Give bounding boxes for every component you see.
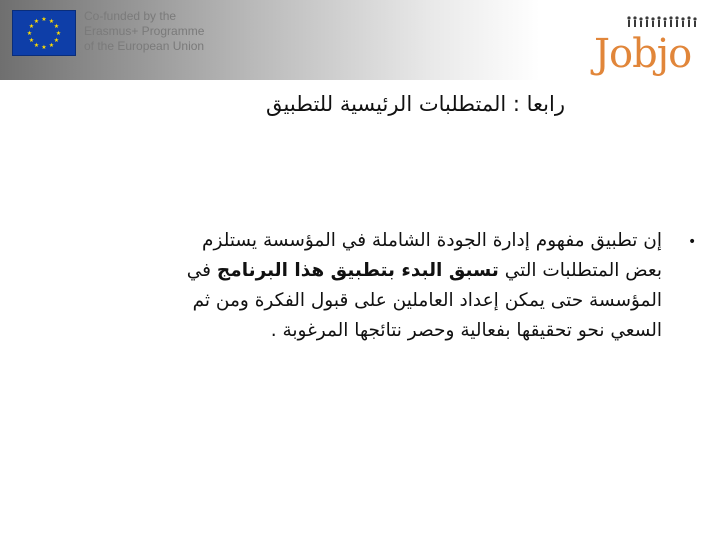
slide-body xyxy=(62,226,662,346)
svg-text:★: ★ xyxy=(53,23,60,30)
body-text: في xyxy=(186,260,217,281)
eu-text-line: Erasmus+ Programme xyxy=(84,24,205,38)
svg-text:★: ★ xyxy=(33,42,40,49)
body-line xyxy=(62,256,662,286)
body-text: إن تطبيق مفهوم إدارة الجودة الشاملة في المؤسسة يستلزم xyxy=(202,230,662,251)
svg-text:★: ★ xyxy=(48,42,55,49)
eu-text-line: of the European Union xyxy=(84,39,205,53)
eu-cofunded-text xyxy=(84,9,204,54)
logo-wordmark: Jobjo xyxy=(594,31,692,77)
body-text: المؤسسة حتى يمكن إعداد العاملين على قبول الفكرة ومن ثم xyxy=(192,290,662,311)
bullet-icon: • xyxy=(688,234,697,250)
svg-text:★: ★ xyxy=(33,18,40,25)
svg-text:★: ★ xyxy=(28,23,35,30)
eu-flag-icon xyxy=(12,10,76,56)
svg-text:★: ★ xyxy=(28,37,35,44)
svg-text:★: ★ xyxy=(41,44,47,51)
body-text: بعض المتطلبات التي xyxy=(498,260,662,281)
logo-people-icon xyxy=(626,16,706,26)
eu-text-line: Co-funded by the xyxy=(84,9,177,23)
body-text: السعي نحو تحقيقها بفعالية وحصر نتائجها المرغوبة . xyxy=(270,320,662,341)
body-line xyxy=(62,316,662,346)
body-line xyxy=(62,226,662,256)
jobjo-logo xyxy=(594,14,706,80)
svg-text:★: ★ xyxy=(53,37,60,44)
svg-text:★: ★ xyxy=(41,16,47,23)
body-emphasis: تسبق البدء بتطبيق هذا البرنامج xyxy=(216,260,499,281)
svg-text:★: ★ xyxy=(26,30,33,37)
svg-text:★: ★ xyxy=(55,30,62,37)
slide-title: رابعا : المتطلبات الرئيسية للتطبيق xyxy=(266,92,565,116)
svg-text:★: ★ xyxy=(48,18,55,25)
body-line xyxy=(62,286,662,316)
